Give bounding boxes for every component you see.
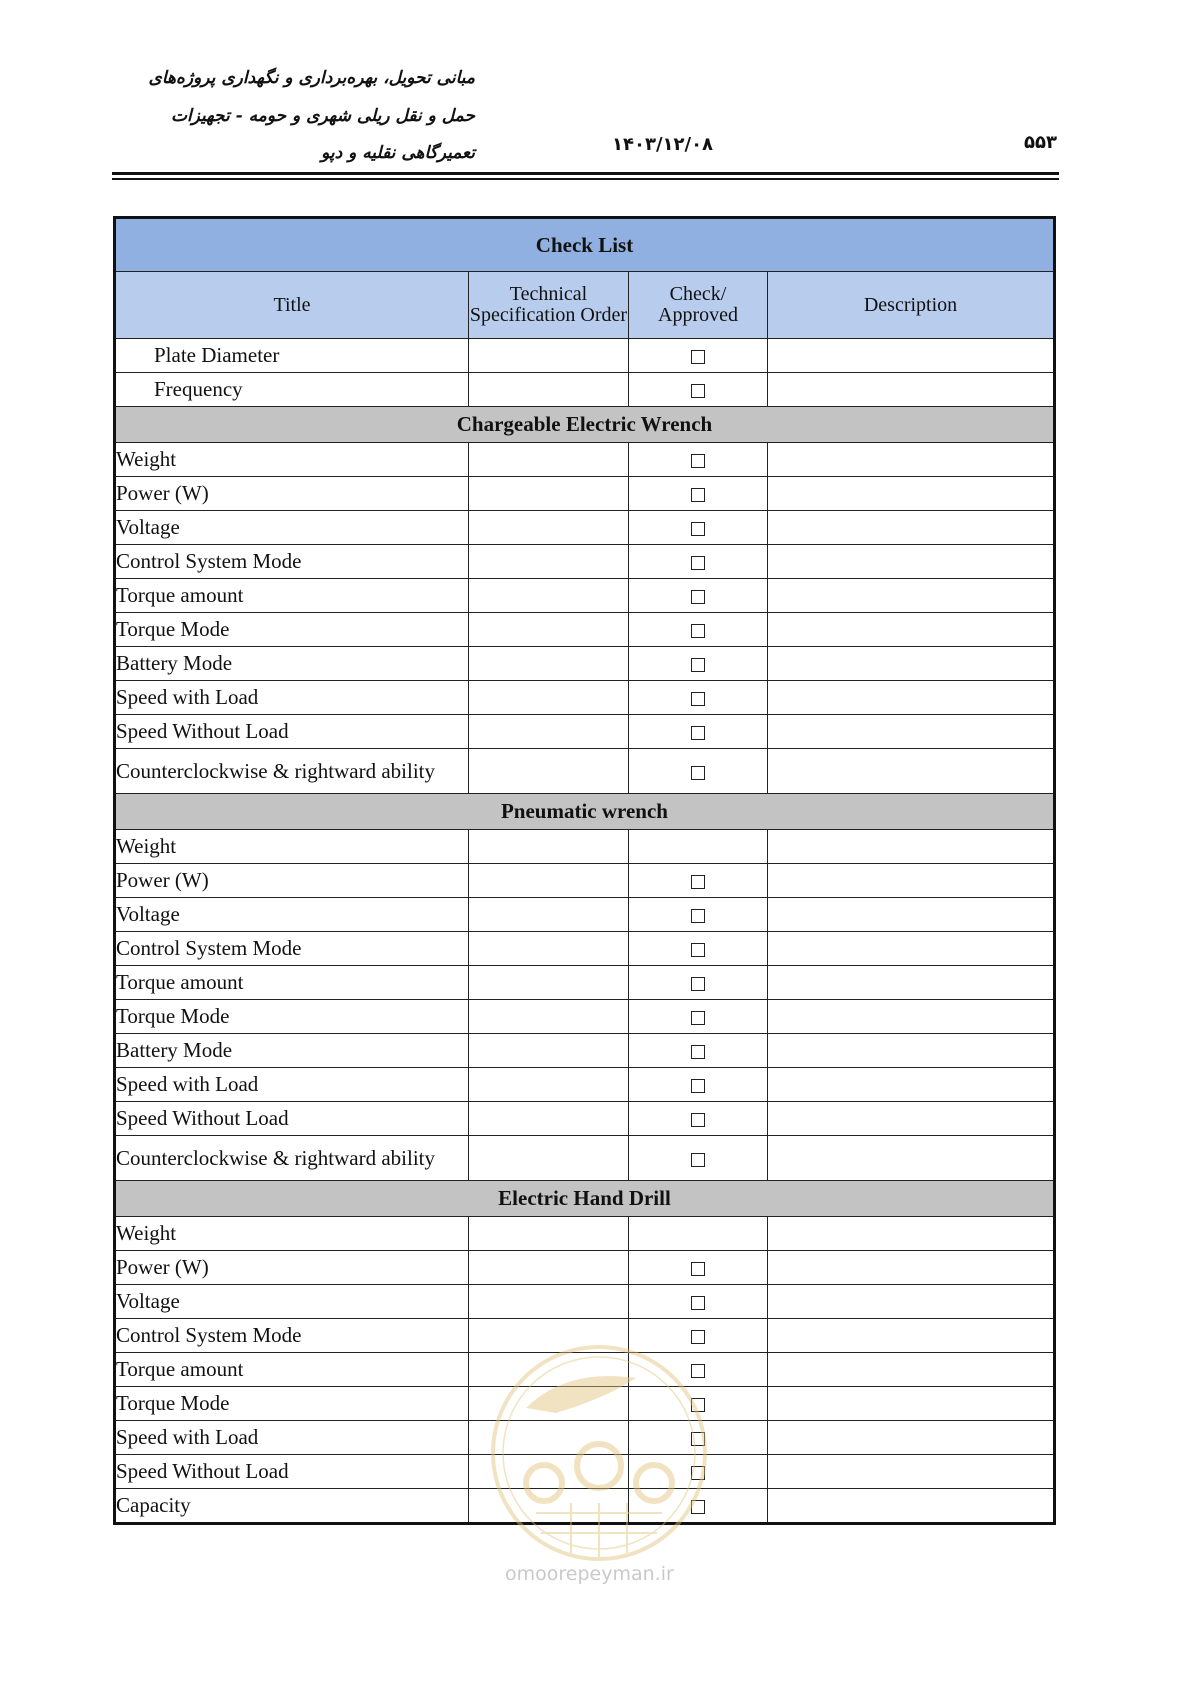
table-row (115, 864, 1055, 898)
row-title: Speed with Load (115, 1421, 469, 1455)
spec-cell[interactable] (469, 647, 629, 681)
check-cell (629, 1251, 768, 1285)
check-cell (629, 1000, 768, 1034)
row-title: Torque amount (115, 579, 469, 613)
table-row (115, 749, 1055, 794)
row-title: Plate Diameter (115, 339, 469, 373)
column-header-row (115, 272, 1055, 339)
description-cell[interactable] (768, 613, 1055, 647)
check-cell (629, 932, 768, 966)
row-title: Speed with Load (115, 1068, 469, 1102)
spec-cell[interactable] (469, 966, 629, 1000)
checkbox[interactable] (691, 384, 705, 398)
check-cell (629, 1136, 768, 1181)
table-row (115, 1000, 1055, 1034)
watermark-url: omoorepeyman.ir (505, 1563, 674, 1585)
spec-cell[interactable] (469, 864, 629, 898)
table-row (115, 613, 1055, 647)
table-row (115, 339, 1055, 373)
header-rule-thick (112, 172, 1059, 175)
spec-cell[interactable] (469, 477, 629, 511)
description-cell[interactable] (768, 830, 1055, 864)
description-cell[interactable] (768, 1251, 1055, 1285)
checkbox[interactable] (691, 977, 705, 991)
row-title: Power (W) (115, 477, 469, 511)
column-header-check: Check/ Approved (629, 272, 768, 339)
row-title: Counterclockwise & rightward ability (115, 749, 469, 794)
checkbox[interactable] (691, 766, 705, 780)
row-title: Control System Mode (115, 1319, 469, 1353)
row-title: Control System Mode (115, 932, 469, 966)
section-title: Pneumatic wrench (115, 794, 1055, 830)
checkbox[interactable] (691, 454, 705, 468)
check-cell (629, 1068, 768, 1102)
checkbox[interactable] (691, 1262, 705, 1276)
check-cell (629, 966, 768, 1000)
spec-cell[interactable] (469, 579, 629, 613)
check-cell (629, 511, 768, 545)
spec-cell[interactable] (469, 681, 629, 715)
description-cell[interactable] (768, 1136, 1055, 1181)
description-cell[interactable] (768, 511, 1055, 545)
row-title: Speed with Load (115, 681, 469, 715)
table-row (115, 1285, 1055, 1319)
description-cell[interactable] (768, 647, 1055, 681)
description-cell[interactable] (768, 1421, 1055, 1455)
column-header-spec: Technical Specification Order (469, 272, 629, 339)
row-title: Voltage (115, 511, 469, 545)
checkbox[interactable] (691, 658, 705, 672)
page-header (0, 0, 1191, 190)
spec-cell[interactable] (469, 1034, 629, 1068)
check-cell (629, 1285, 768, 1319)
row-title: Voltage (115, 1285, 469, 1319)
header-title-line-1: مبانی تحویل، بهره‌برداری و نگهداری پروژه‌های (148, 68, 475, 88)
description-cell[interactable] (768, 579, 1055, 613)
table-row (115, 830, 1055, 864)
check-cell (629, 339, 768, 373)
spec-cell[interactable] (469, 443, 629, 477)
description-cell[interactable] (768, 339, 1055, 373)
check-cell (629, 715, 768, 749)
description-cell[interactable] (768, 898, 1055, 932)
description-cell[interactable] (768, 1217, 1055, 1251)
row-title: Torque Mode (115, 613, 469, 647)
description-cell[interactable] (768, 1489, 1055, 1524)
spec-cell[interactable] (469, 1217, 629, 1251)
table-row (115, 966, 1055, 1000)
header-rule-thin (112, 178, 1059, 180)
row-title: Speed Without Load (115, 1102, 469, 1136)
header-date: ۱۴۰۳/۱۲/۰۸ (612, 134, 714, 155)
checkbox[interactable] (691, 590, 705, 604)
checkbox[interactable] (691, 1079, 705, 1093)
table-row (115, 1251, 1055, 1285)
check-cell (629, 830, 768, 864)
checkbox[interactable] (691, 875, 705, 889)
header-title-line-2: حمل و نقل ریلی شهری و حومه - تجهیزات (170, 106, 475, 126)
spec-cell[interactable] (469, 715, 629, 749)
table-row (115, 1102, 1055, 1136)
description-cell[interactable] (768, 1102, 1055, 1136)
row-title: Battery Mode (115, 1034, 469, 1068)
checkbox[interactable] (691, 1153, 705, 1167)
row-title: Weight (115, 1217, 469, 1251)
row-title: Torque amount (115, 1353, 469, 1387)
row-title: Frequency (115, 373, 469, 407)
spec-cell[interactable] (469, 511, 629, 545)
section-title: Electric Hand Drill (115, 1181, 1055, 1217)
check-cell (629, 477, 768, 511)
table-row (115, 1034, 1055, 1068)
check-cell (629, 898, 768, 932)
row-title: Power (W) (115, 864, 469, 898)
spec-cell[interactable] (469, 1068, 629, 1102)
row-title: Torque Mode (115, 1387, 469, 1421)
table-row (115, 545, 1055, 579)
check-cell (629, 1034, 768, 1068)
spec-cell[interactable] (469, 898, 629, 932)
table-row (115, 511, 1055, 545)
column-header-title: Title (115, 272, 469, 339)
table-row (115, 932, 1055, 966)
row-title: Battery Mode (115, 647, 469, 681)
section-header-row (115, 794, 1055, 830)
table-row (115, 579, 1055, 613)
checkbox[interactable] (691, 943, 705, 957)
spec-cell[interactable] (469, 830, 629, 864)
check-cell (629, 373, 768, 407)
table-row (115, 1217, 1055, 1251)
description-cell[interactable] (768, 681, 1055, 715)
description-cell[interactable] (768, 1319, 1055, 1353)
checkbox[interactable] (691, 1011, 705, 1025)
row-title: Voltage (115, 898, 469, 932)
description-cell[interactable] (768, 1387, 1055, 1421)
spec-cell[interactable] (469, 1102, 629, 1136)
check-cell (629, 1217, 768, 1251)
description-cell[interactable] (768, 1034, 1055, 1068)
row-title: Weight (115, 830, 469, 864)
spec-cell[interactable] (469, 339, 629, 373)
check-cell (629, 613, 768, 647)
description-cell[interactable] (768, 1285, 1055, 1319)
spec-cell[interactable] (469, 1251, 629, 1285)
row-title: Counterclockwise & rightward ability (115, 1136, 469, 1181)
section-title: Chargeable Electric Wrench (115, 407, 1055, 443)
table-row (115, 1136, 1055, 1181)
row-title: Torque amount (115, 966, 469, 1000)
watermark-seal-icon (486, 1338, 712, 1568)
checkbox[interactable] (691, 1296, 705, 1310)
check-cell (629, 749, 768, 794)
row-title: Capacity (115, 1489, 469, 1524)
checkbox[interactable] (691, 488, 705, 502)
check-cell (629, 647, 768, 681)
description-cell[interactable] (768, 864, 1055, 898)
spec-cell[interactable] (469, 545, 629, 579)
description-cell[interactable] (768, 932, 1055, 966)
table-caption-row (115, 218, 1055, 272)
section-header-row (115, 1181, 1055, 1217)
spec-cell[interactable] (469, 1136, 629, 1181)
description-cell[interactable] (768, 443, 1055, 477)
table-row (115, 477, 1055, 511)
spec-cell[interactable] (469, 373, 629, 407)
row-title: Speed Without Load (115, 1455, 469, 1489)
checkbox[interactable] (691, 909, 705, 923)
checkbox[interactable] (691, 624, 705, 638)
check-cell (629, 545, 768, 579)
table-caption: Check List (115, 218, 1055, 272)
table-row (115, 681, 1055, 715)
check-cell (629, 579, 768, 613)
check-list-table (113, 216, 1056, 1525)
check-cell (629, 681, 768, 715)
page-number: ۵۵۳ (1024, 132, 1057, 153)
checkbox[interactable] (691, 1113, 705, 1127)
checkbox[interactable] (691, 522, 705, 536)
checkbox[interactable] (691, 1045, 705, 1059)
spec-cell[interactable] (469, 1285, 629, 1319)
spec-cell[interactable] (469, 613, 629, 647)
section-header-row (115, 407, 1055, 443)
check-cell (629, 443, 768, 477)
spec-cell[interactable] (469, 1000, 629, 1034)
checkbox[interactable] (691, 726, 705, 740)
table-row (115, 443, 1055, 477)
description-cell[interactable] (768, 477, 1055, 511)
description-cell[interactable] (768, 1455, 1055, 1489)
table-row (115, 1068, 1055, 1102)
table-row (115, 647, 1055, 681)
description-cell[interactable] (768, 749, 1055, 794)
header-title-line-3: تعمیرگاهی نقلیه و دپو (321, 143, 475, 163)
description-cell[interactable] (768, 966, 1055, 1000)
description-cell[interactable] (768, 1068, 1055, 1102)
description-cell[interactable] (768, 715, 1055, 749)
table-row (115, 898, 1055, 932)
table-row (115, 715, 1055, 749)
spec-cell[interactable] (469, 749, 629, 794)
row-title: Control System Mode (115, 545, 469, 579)
column-header-description: Description (768, 272, 1055, 339)
description-cell[interactable] (768, 545, 1055, 579)
description-cell[interactable] (768, 1000, 1055, 1034)
row-title: Weight (115, 443, 469, 477)
checkbox[interactable] (691, 350, 705, 364)
checkbox[interactable] (691, 692, 705, 706)
spec-cell[interactable] (469, 932, 629, 966)
table-row (115, 373, 1055, 407)
checkbox[interactable] (691, 556, 705, 570)
description-cell[interactable] (768, 373, 1055, 407)
row-title: Torque Mode (115, 1000, 469, 1034)
row-title: Speed Without Load (115, 715, 469, 749)
check-cell (629, 1102, 768, 1136)
row-title: Power (W) (115, 1251, 469, 1285)
description-cell[interactable] (768, 1353, 1055, 1387)
check-cell (629, 864, 768, 898)
